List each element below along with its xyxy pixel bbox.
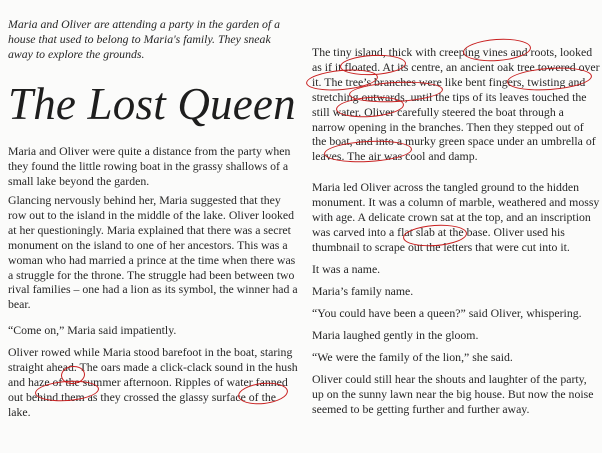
- left-paragraph: “Come on,” Maria said impatiently.: [8, 323, 177, 337]
- right-paragraph: Maria laughed gently in the gloom.: [312, 328, 479, 342]
- right-paragraph: It was a name.: [312, 262, 381, 276]
- left-paragraph: Oliver rowed while Maria stood barefoot in the boat, staring straight ahead. The oars made a click-clack sound in the hush and haze of the summer afternoon. Ripples of water fanned out behind them as they crossed the glassy surface of the lake.: [8, 345, 298, 419]
- intro-text: Maria and Oliver are attending a party in the garden of a house that used to belong to Maria's family. They sneak away to explore the grounds.: [8, 17, 281, 61]
- right-paragraph: “We were the family of the lion,” she said.: [312, 350, 513, 364]
- right-paragraph: Maria led Oliver across the tangled ground to the hidden monument. It was a column of marble, weathered and mossy with age. A delicate crown sat at the top, and an inscription was carved into a flat slab at the base. Oliver used his thumbnail to scrape out the letters that were cut into it.: [312, 180, 600, 254]
- right-paragraph: Oliver could still hear the shouts and laughter of the party, up on the sunny lawn near the big house. But now the noise seemed to be getting further and further away.: [312, 372, 594, 416]
- right-paragraph: The tiny island, thick with creeping vines and roots, looked as if it floated. At its centre, an ancient oak tree towered over it. The tree’s branches were like bent fingers, twisting and stretching outwards, until the tips of its leaves touched the still water. Oliver carefully steered the boat through a narrow opening in the branches. Then they stepped out of the boat, and into a murky green space under an umbrella of leaves. The air was cool and damp.: [312, 45, 600, 164]
- story-title: The Lost Queen: [8, 79, 296, 129]
- left-paragraph: Maria and Oliver were quite a distance from the party when they found the little rowing boat in the grassy shallows of a small lake beyond the garden.: [8, 144, 291, 188]
- left-paragraph: Glancing nervously behind her, Maria suggested that they row out to the island in the middle of the lake. Oliver looked at her questioningly. Maria explained that there was a secret monument on the island to one of her ancestors. This was a woman who had married a prince at the time when there was a struggle for the throne. The struggle had been between two rival families – one had a lion as its symbol, the winner had a bear.: [8, 193, 298, 312]
- right-paragraph: Maria’s family name.: [312, 284, 414, 298]
- right-paragraph: “You could have been a queen?” said Oliver, whispering.: [312, 306, 582, 320]
